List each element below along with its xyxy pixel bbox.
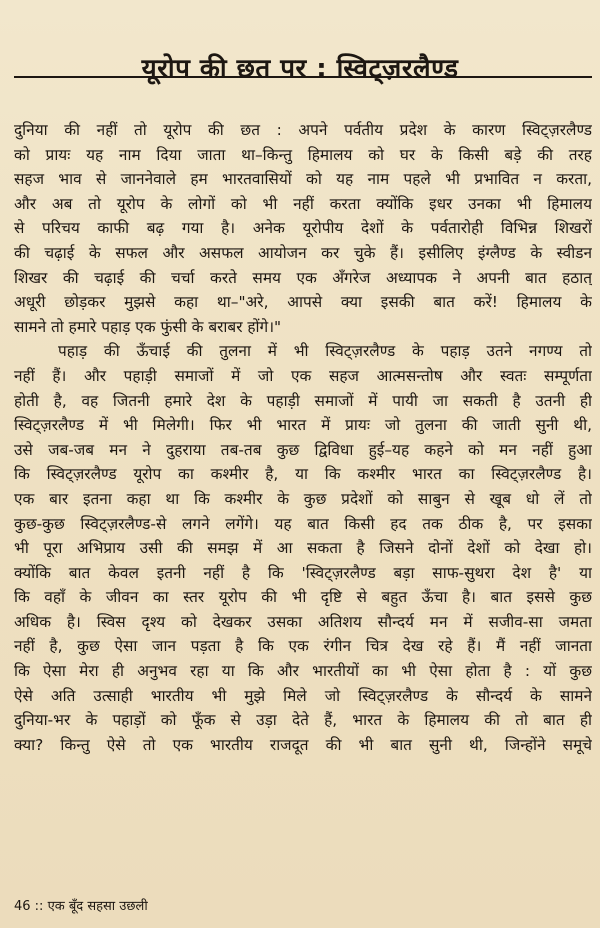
text-line: अधूरी छोड़कर मुझसे कहा था–"अरे, आपसे क्या इसकी बात करें! हिमालय के [14,293,592,312]
text-line: कि ऐसा मेरा ही अनुभव रहा या कि और भारतीयों का भी ऐसा होता है : यों कुछ [14,662,592,681]
text-line: सामने तो हमारे पहाड़ एक फुंसी के बराबर होंगे।" [14,317,282,336]
text-line: स्विट्ज़रलैण्ड में भी मिलेगी। फिर भी भारत में प्रायः जो तुलना की जाती सुनी थी, [14,416,592,435]
body-text [14,118,592,757]
chapter-heading: यूरोप की छत पर : स्विट्ज़रलैण्ड [141,54,459,85]
text-line: और अब तो यूरोप के लोगों को भी नहीं करता क्योंकि इधर उनका भी हिमालय [14,194,592,213]
text-line: से परिचय काफी बढ़ गया है। अनेक यूरोपीय देशों के पर्वतारोही विभिन्न शिखरों [14,219,592,238]
text-line: दुनिया-भर के पहाड़ों को फूँक से उड़ा देते हैं, भारत के हिमालय की तो बात ही [14,711,592,730]
text-line: कि स्विट्ज़रलैण्ड यूरोप का कश्मीर है, या कि कश्मीर भारत का स्विट्ज़रलैण्ड है। [14,465,592,484]
text-line: कि वहाँ के जीवन का स्तर यूरोप की भी दृष्टि से बहुत ऊँचा है। बात इससे कुछ [14,588,592,607]
text-line: होती है, वह जितनी हमारे देश के पहाड़ी समाजों में पायी जा सकती है उतनी ही [14,391,592,410]
text-line: क्या? किन्तु ऐसे तो एक भारतीय राजदूत की भी बात सुनी थी, जिन्होंने समूचे [14,735,592,754]
text-line: उसे जब-जब मन ने दुहराया तब-तब कुछ द्विविधा हुई–यह कहने को मन नहीं हुआ [14,440,592,459]
text-line: शिखर की चढ़ाई की चर्चा करते समय एक अँगरेज अध्यापक ने अपनी बात हठात् [14,268,592,287]
text-line: अधिक है। स्विस दृश्य को देखकर उसका अतिशय सौन्दर्य मन में सजीव-सा जमता [14,612,592,631]
text-line: पहाड़ की ऊँचाई की तुलना में भी स्विट्ज़रलैण्ड के पहाड़ उतने नगण्य तो [58,342,592,361]
paragraph-1 [14,118,592,339]
paragraph-2 [14,339,592,757]
text-line: की चढ़ाई के सफल और असफल आयोजन कर चुके हैं। इसीलिए इंग्लैण्ड के स्वीडन [14,243,592,262]
text-line: क्योंकि बात केवल इतनी नहीं है कि 'स्विट्ज़रलैण्ड बड़ा साफ-सुथरा देश है' या [14,563,592,582]
heading-rule [14,76,592,78]
text-line: भी पूरा अभिप्राय उसी की समझ में आ सकता है जिसने दोनों देशों को देखा हो। [14,539,592,558]
text-line: दुनिया की नहीं तो यूरोप की छत : अपने पर्वतीय प्रदेश के कारण स्विट्ज़रलैण्ड [14,121,592,139]
text-line: सहज भाव से जाननेवाले हम भारतवासियों को यह नाम पहले भी प्रभावित न करता, [14,170,592,189]
text-line: एक बार इतना कहा था कि कश्मीर के कुछ प्रदेशों को साबुन से खूब धो लें तो [14,489,592,508]
text-line: को प्रायः यह नाम दिया जाता था–किन्तु हिमालय को घर के किसी बड़े की तरह [14,145,592,164]
text-line: नहीं है, कुछ ऐसा जान पड़ता है कि एक रंगीन चित्र देख रहे हैं। मैं नहीं जानता [14,637,592,656]
text-line: कुछ-कुछ स्विट्ज़रलैण्ड-से लगने लगेंगे। यह बात किसी हद तक ठीक है, पर इसका [14,514,592,533]
page-footer: 46 :: एक बूँद सहसा उछली [14,899,148,914]
text-line: ऐसे अति उत्साही भारतीय भी मुझे मिले जो स्विट्ज़रलैण्ड के सौन्दर्य के सामने [14,686,592,705]
text-line: नहीं हैं। और पहाड़ी समाजों में जो एक सहज आत्मसन्तोष और स्वतः सम्पूर्णता [14,366,592,385]
